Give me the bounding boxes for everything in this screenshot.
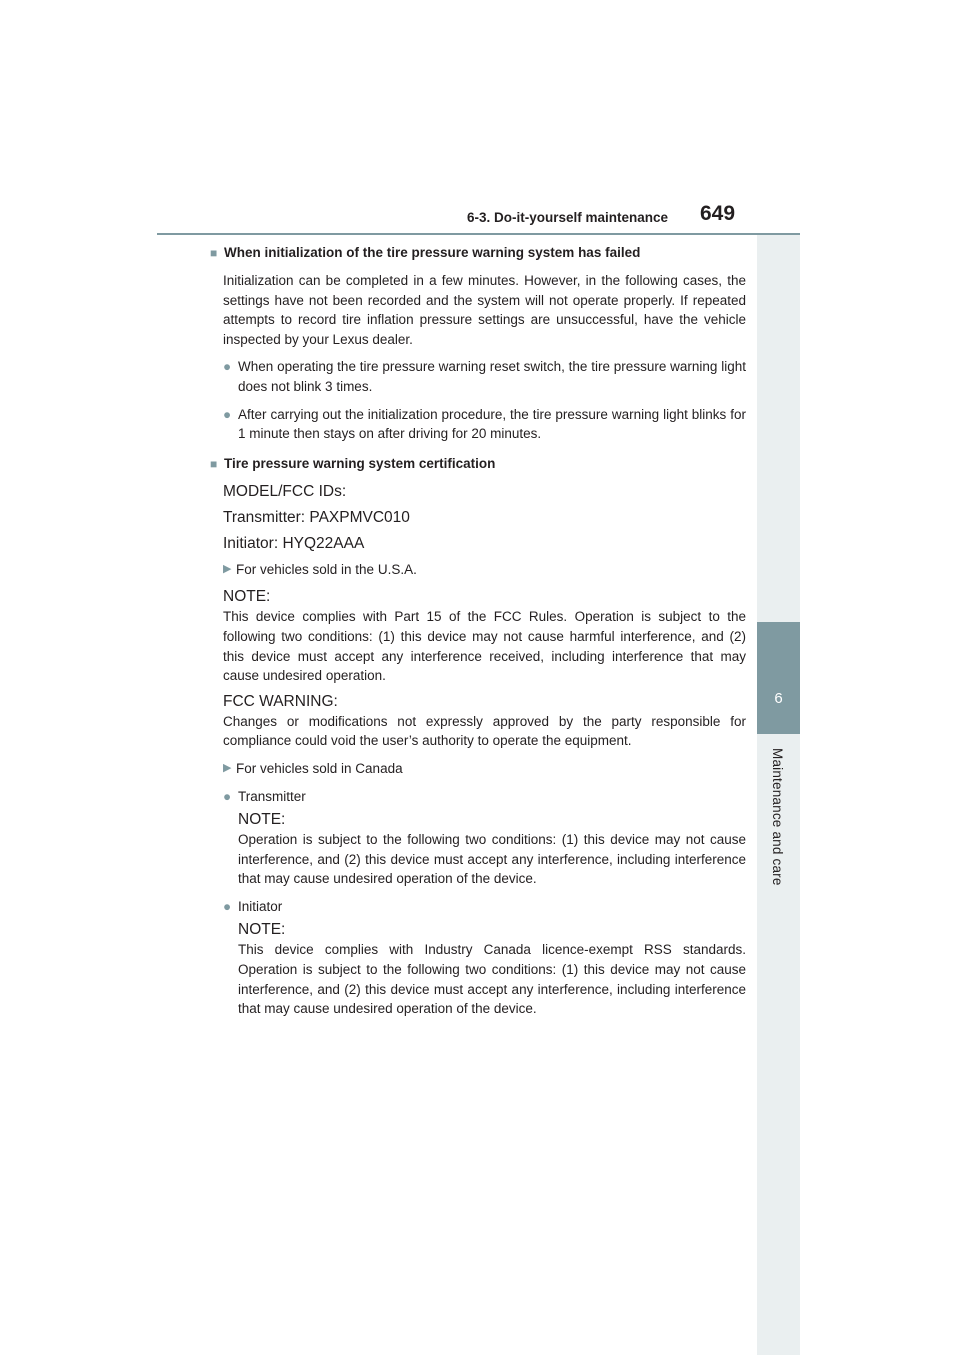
heading-text: When initialization of the tire pressure warning system has failed <box>224 245 641 260</box>
circle-bullet-icon: ● <box>223 359 232 375</box>
initiator-note <box>238 920 746 1018</box>
circle-bullet-icon: ● <box>223 788 232 804</box>
chapter-title: Maintenance and care <box>770 748 785 886</box>
list-item-text: After carrying out the initialization procedure, the tire pressure warning light blinks for 1 minute then stays on after driving for 20 minutes. <box>238 406 746 442</box>
heading-text: Tire pressure warning system certification <box>224 455 496 471</box>
warning-text: Changes or modifications not expressly approved by the party responsible for compliance could void the user’s authority to operate the equipment. <box>223 713 746 749</box>
chapter-marker <box>757 622 800 734</box>
region-usa <box>223 560 746 580</box>
list-item-text: Transmitter <box>238 788 306 804</box>
transmitter-id: Transmitter: PAXPMVC010 <box>223 508 410 526</box>
page-number: 649 <box>700 202 736 225</box>
transmitter-note <box>238 810 746 889</box>
usa-note <box>223 587 746 685</box>
circle-bullet-icon: ● <box>223 406 232 422</box>
note-title: NOTE: <box>223 588 271 606</box>
section-heading <box>210 454 746 474</box>
model-ids: MODEL/FCC IDs: <box>223 482 347 500</box>
section-header: 6-3. Do-it-yourself maintenance <box>466 210 668 225</box>
square-bullet-icon: ■ <box>210 456 218 471</box>
note-text: This device complies with Part 15 of the FCC Rules. Operation is subject to the following two conditions: (1) this device may not cause harmful interference, and (2) this device must accept any interference received, including interference that may cause undesired operation. <box>223 609 746 684</box>
list-item <box>223 357 746 396</box>
list-item-text: When operating the tire pressure warning reset switch, the tire pressure warning light does not blink 3 times. <box>238 359 746 394</box>
note-title: NOTE: <box>238 921 286 939</box>
paragraph: Initialization can be completed in a few minutes. However, in the following cases, the settings have not been recorded and the system will not operate properly. If repeated attempts to record tire inflation pressure settings are unsuccessful, have the vehicle inspected by your Lexus dealer. <box>223 273 746 347</box>
region-canada <box>223 759 746 779</box>
region-label: For vehicles sold in the U.S.A. <box>236 561 417 577</box>
region-label: For vehicles sold in Canada <box>236 760 403 776</box>
note-text: This device complies with Industry Canada licence-exempt RSS standards. Operation is subject to the following two conditions: (1) this device may not cause interference, and (2) this device must accept any interference, including interference that may cause undesired operation of the device. <box>238 942 746 1017</box>
list-item <box>223 897 746 917</box>
page-content <box>210 243 746 1025</box>
list-item <box>223 405 746 444</box>
initiator-id: Initiator: HYQ22AAA <box>223 534 365 552</box>
section-heading <box>210 243 746 263</box>
arrow-right-icon: ▶ <box>223 761 232 774</box>
note-text: Operation is subject to the following two conditions: (1) this device may not cause interference, and (2) this device must accept any interference, including interference that may cause undesired operation of the device. <box>238 832 746 887</box>
arrow-right-icon: ▶ <box>223 562 232 575</box>
chapter-number: 6 <box>774 690 783 707</box>
note-title: NOTE: <box>238 811 286 829</box>
header-divider <box>157 233 800 235</box>
list-item <box>223 787 746 807</box>
warning-title: FCC WARNING: <box>223 692 338 710</box>
list-item-text: Initiator <box>238 898 283 914</box>
fcc-warning <box>223 692 746 751</box>
square-bullet-icon: ■ <box>210 246 218 260</box>
circle-bullet-icon: ● <box>223 898 232 914</box>
